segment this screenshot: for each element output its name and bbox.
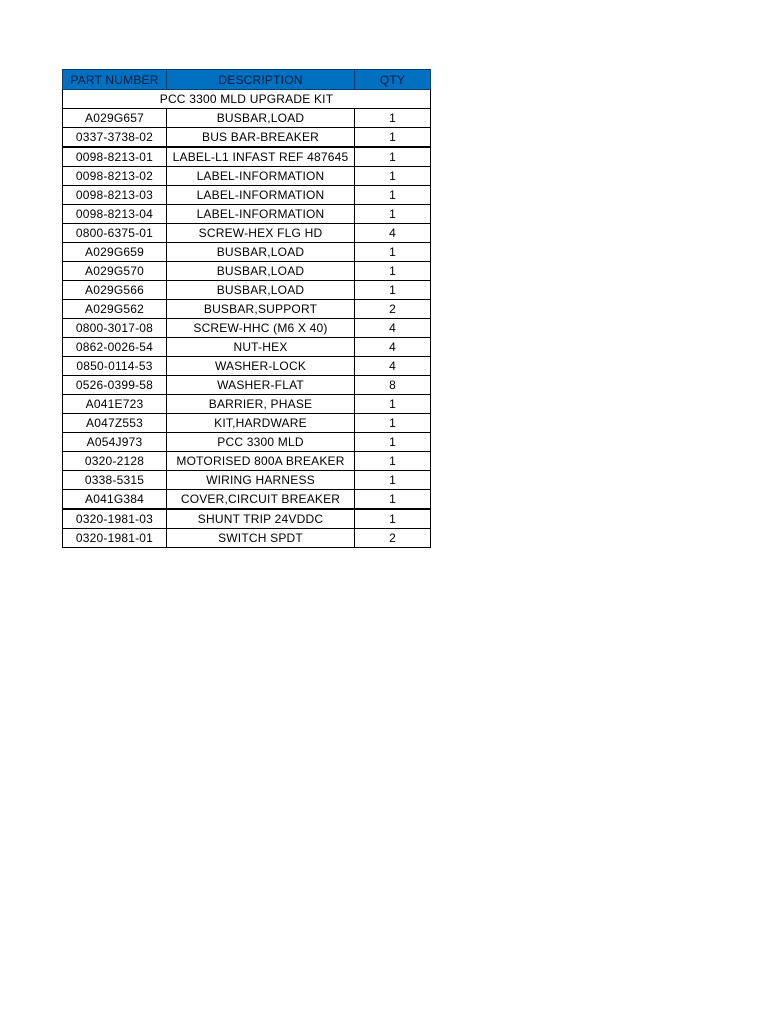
part-number-cell: 0098-8213-04 [63, 205, 167, 224]
table-row [63, 452, 431, 471]
qty-cell: 1 [355, 205, 431, 224]
table-row [63, 338, 431, 357]
table-row [63, 490, 431, 510]
part-number-cell: 0800-6375-01 [63, 224, 167, 243]
description-cell: BUSBAR,LOAD [167, 262, 355, 281]
qty-cell: 1 [355, 452, 431, 471]
description-cell: BARRIER, PHASE [167, 395, 355, 414]
description-cell: SHUNT TRIP 24VDDC [167, 509, 355, 529]
parts-list-sheet [62, 69, 430, 548]
qty-cell: 1 [355, 281, 431, 300]
header-qty: QTY [355, 70, 431, 90]
table-row [63, 243, 431, 262]
part-number-cell: A029G657 [63, 109, 167, 128]
description-cell: LABEL-INFORMATION [167, 186, 355, 205]
table-row [63, 281, 431, 300]
qty-cell: 4 [355, 224, 431, 243]
description-cell: NUT-HEX [167, 338, 355, 357]
table-row [63, 471, 431, 490]
qty-cell: 1 [355, 471, 431, 490]
table-row [63, 376, 431, 395]
qty-cell: 8 [355, 376, 431, 395]
table-row [63, 262, 431, 281]
qty-cell: 4 [355, 357, 431, 376]
table-row [63, 167, 431, 186]
description-cell: WASHER-FLAT [167, 376, 355, 395]
qty-cell: 1 [355, 186, 431, 205]
qty-cell: 2 [355, 529, 431, 548]
description-cell: SCREW-HHC (M6 X 40) [167, 319, 355, 338]
table-row [63, 147, 431, 167]
qty-cell: 1 [355, 243, 431, 262]
table-body [63, 90, 431, 548]
table-row [63, 433, 431, 452]
description-cell: COVER,CIRCUIT BREAKER [167, 490, 355, 510]
table-row [63, 300, 431, 319]
description-cell: SCREW-HEX FLG HD [167, 224, 355, 243]
description-cell: BUSBAR,LOAD [167, 243, 355, 262]
table-row [63, 186, 431, 205]
part-number-cell: 0320-1981-03 [63, 509, 167, 529]
part-number-cell: 0320-1981-01 [63, 529, 167, 548]
header-row [63, 70, 431, 90]
qty-cell: 1 [355, 167, 431, 186]
qty-cell: 1 [355, 262, 431, 281]
description-cell: BUSBAR,SUPPORT [167, 300, 355, 319]
qty-cell: 4 [355, 319, 431, 338]
part-number-cell: 0862-0026-54 [63, 338, 167, 357]
description-cell: WIRING HARNESS [167, 471, 355, 490]
part-number-cell: A029G570 [63, 262, 167, 281]
qty-cell: 1 [355, 433, 431, 452]
part-number-cell: 0337-3738-02 [63, 128, 167, 148]
part-number-cell: A041E723 [63, 395, 167, 414]
description-cell: BUSBAR,LOAD [167, 109, 355, 128]
description-cell: LABEL-INFORMATION [167, 167, 355, 186]
qty-cell: 1 [355, 414, 431, 433]
kit-title-row [63, 90, 431, 109]
part-number-cell: 0850-0114-53 [63, 357, 167, 376]
part-number-cell: 0320-2128 [63, 452, 167, 471]
part-number-cell: 0338-5315 [63, 471, 167, 490]
table-row [63, 205, 431, 224]
part-number-cell: A029G566 [63, 281, 167, 300]
table-row [63, 224, 431, 243]
table-row [63, 109, 431, 128]
header-description: DESCRIPTION [167, 70, 355, 90]
table-row [63, 414, 431, 433]
table-row [63, 319, 431, 338]
part-number-cell: A054J973 [63, 433, 167, 452]
qty-cell: 1 [355, 395, 431, 414]
qty-cell: 1 [355, 509, 431, 529]
description-cell: KIT,HARDWARE [167, 414, 355, 433]
part-number-cell: 0800-3017-08 [63, 319, 167, 338]
qty-cell: 1 [355, 490, 431, 510]
table-row [63, 357, 431, 376]
qty-cell: 4 [355, 338, 431, 357]
part-number-cell: 0526-0399-58 [63, 376, 167, 395]
qty-cell: 1 [355, 109, 431, 128]
part-number-cell: A041G384 [63, 490, 167, 510]
qty-cell: 1 [355, 147, 431, 167]
part-number-cell: A029G659 [63, 243, 167, 262]
part-number-cell: A047Z553 [63, 414, 167, 433]
description-cell: BUSBAR,LOAD [167, 281, 355, 300]
table-row [63, 128, 431, 148]
description-cell: MOTORISED 800A BREAKER [167, 452, 355, 471]
description-cell: BUS BAR-BREAKER [167, 128, 355, 148]
part-number-cell: 0098-8213-01 [63, 147, 167, 167]
qty-cell: 2 [355, 300, 431, 319]
description-cell: WASHER-LOCK [167, 357, 355, 376]
part-number-cell: 0098-8213-03 [63, 186, 167, 205]
description-cell: LABEL-L1 INFAST REF 487645 [167, 147, 355, 167]
part-number-cell: 0098-8213-02 [63, 167, 167, 186]
description-cell: SWITCH SPDT [167, 529, 355, 548]
qty-cell: 1 [355, 128, 431, 148]
description-cell: LABEL-INFORMATION [167, 205, 355, 224]
table-row [63, 395, 431, 414]
kit-title: PCC 3300 MLD UPGRADE KIT [63, 90, 431, 109]
description-cell: PCC 3300 MLD [167, 433, 355, 452]
parts-table [62, 69, 431, 548]
part-number-cell: A029G562 [63, 300, 167, 319]
table-row [63, 509, 431, 529]
header-part-number: PART NUMBER [63, 70, 167, 90]
table-header [63, 70, 431, 90]
table-row [63, 529, 431, 548]
